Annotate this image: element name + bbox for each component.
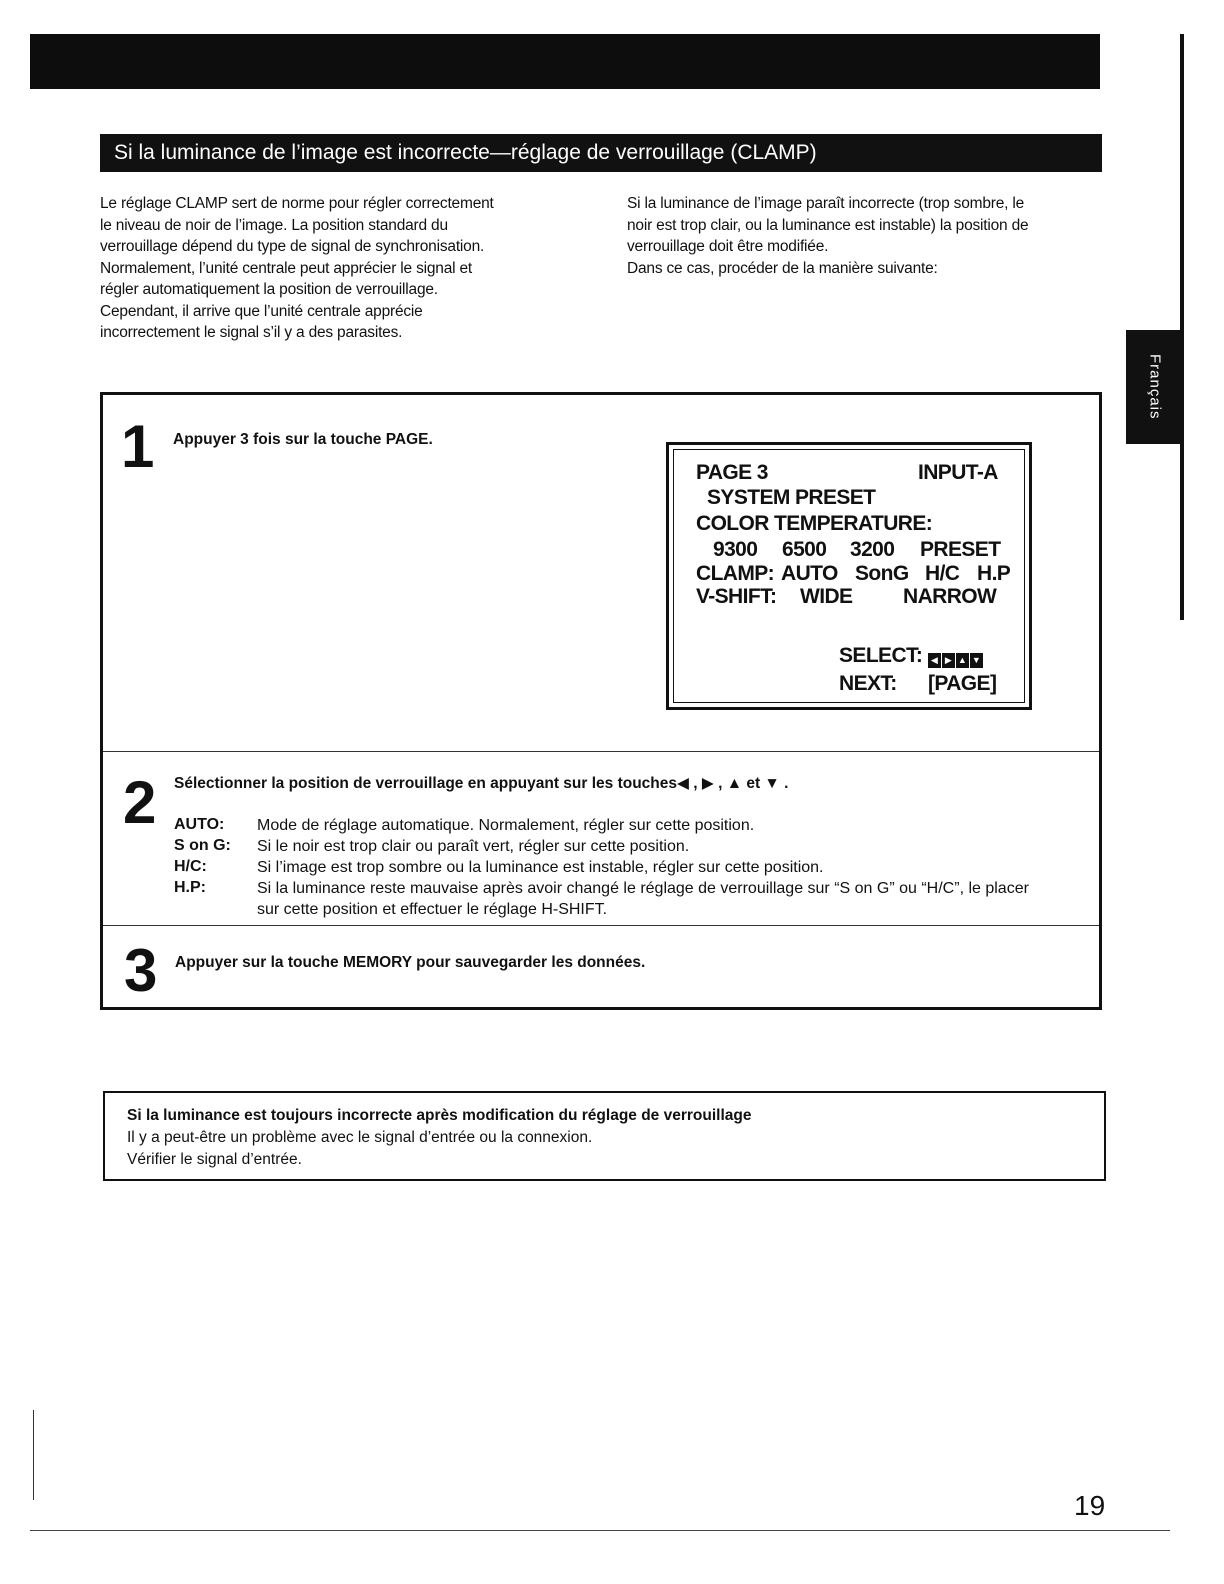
osd-clamp-hc: H/C (925, 562, 960, 585)
step-1-text: Appuyer 3 fois sur la touche PAGE. (173, 431, 433, 448)
option-desc-hp: Si la luminance reste mauvaise après avoir changé le réglage de verrouillage sur “S on G” ou “H/C”, le placer sur cette position et effectuer le réglage H-SHIFT. (257, 880, 1029, 918)
osd-clamp-label: CLAMP: (696, 562, 775, 585)
osd-vshift-narrow: NARROW (903, 585, 997, 608)
bottom-rule (30, 1530, 1170, 1531)
language-tab (1126, 330, 1184, 444)
osd-clamp-hp: H.P (977, 562, 1011, 585)
intro-line: le niveau de noir de l’image. La position standard du (100, 216, 448, 234)
osd-temp-6500: 6500 (782, 538, 827, 561)
option-desc-auto: Mode de réglage automatique. Normalement, régler sur cette position. (257, 817, 755, 834)
osd-select (839, 644, 983, 668)
osd-temp-preset: PRESET (920, 538, 1001, 561)
option-key-hp: H.P: (174, 879, 206, 896)
left-margin-mark (33, 1410, 34, 1500)
osd-next-label: NEXT: (839, 672, 897, 695)
osd-vshift-wide: WIDE (800, 585, 853, 608)
osd-system-preset: SYSTEM PRESET (707, 486, 876, 509)
step-3-text: Appuyer sur la touche MEMORY pour sauvegarder les données. (175, 954, 646, 971)
step-3-number: 3 (124, 937, 158, 1004)
option-desc-s-on-g: Si le noir est trop clair ou paraît vert, régler sur cette position. (257, 838, 690, 855)
right-margin-rule (1180, 34, 1184, 620)
osd-clamp-song: SonG (855, 562, 909, 585)
intro-left-column (100, 193, 580, 344)
osd-page: PAGE 3 (696, 461, 768, 484)
osd-color-temp-label: COLOR TEMPERATURE: (696, 512, 933, 535)
intro-line: Normalement, l’unité centrale peut apprécier le signal et (100, 259, 472, 277)
note-line: Il y a peut-être un problème avec le signal d’entrée ou la connexion. (127, 1129, 593, 1146)
step-2-number: 2 (123, 769, 157, 836)
page-number: 19 (1074, 1490, 1106, 1521)
osd-temp-9300: 9300 (713, 538, 758, 561)
up-arrow-icon: ▲ (956, 653, 969, 668)
option-key-auto: AUTO: (174, 816, 225, 833)
note-line: Vérifier le signal d’entrée. (127, 1151, 302, 1168)
osd-next-value: [PAGE] (928, 672, 997, 695)
step-1-number: 1 (121, 413, 155, 480)
down-arrow-icon: ▼ (970, 653, 983, 668)
option-desc-hc: Si l’image est trop sombre ou la luminance est instable, régler sur cette position. (257, 859, 824, 876)
note-box (103, 1091, 1106, 1181)
right-arrow-icon: ▶ (942, 653, 955, 668)
section-heading: Si la luminance de l’image est incorrecte—réglage de verrouillage (CLAMP) (100, 134, 1102, 172)
intro-line: Cependant, il arrive que l’unité centrale apprécie (100, 302, 423, 320)
osd-vshift-label: V-SHIFT: (696, 585, 777, 608)
intro-line: Dans ce cas, procéder de la manière suivante: (627, 259, 938, 277)
intro-line: Si la luminance de l’image paraît incorrecte (trop sombre, le (627, 195, 1025, 212)
language-tab-label: Français (1146, 354, 1164, 420)
intro-right-column (627, 193, 1107, 279)
left-arrow-icon: ◀ (928, 653, 941, 668)
intro-line: Le réglage CLAMP sert de norme pour régler correctement (100, 195, 494, 212)
steps-box (100, 392, 1102, 1010)
intro-line: incorrectement le signal s’il y a des parasites. (100, 324, 403, 341)
option-key-s-on-g: S on G: (174, 837, 231, 854)
option-key-hc: H/C: (174, 858, 207, 875)
intro-line: noir est trop clair, ou la luminance est instable) la position de (627, 216, 1029, 234)
step-2-text: Sélectionner la position de verrouillage en appuyant sur les touches◀ , ▶ , ▲ et ▼ . (174, 775, 789, 792)
intro-line: verrouillage dépend du type de signal de synchronisation. (100, 238, 485, 255)
osd-temp-3200: 3200 (850, 538, 895, 561)
osd-select-label: SELECT: (839, 644, 923, 667)
intro-line: verrouillage doit être modifiée. (627, 238, 829, 255)
top-banner-bar (30, 34, 1100, 89)
osd-select-arrows (928, 653, 983, 668)
step-divider (103, 925, 1099, 926)
step-divider (103, 751, 1099, 752)
intro-line: régler automatiquement la position de verrouillage. (100, 281, 438, 298)
osd-input: INPUT-A (918, 461, 998, 484)
osd-menu-screen (666, 442, 1032, 710)
osd-clamp-auto: AUTO (781, 562, 838, 585)
note-title: Si la luminance est toujours incorrecte après modification du réglage de verrouillage (127, 1107, 752, 1124)
